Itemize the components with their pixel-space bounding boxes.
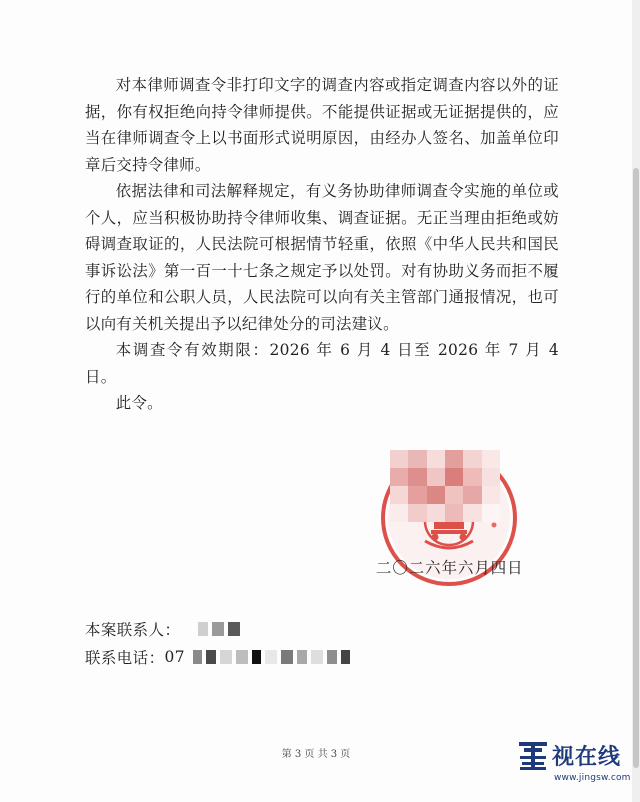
watermark-url: www.jingsw.com <box>554 773 631 783</box>
paragraph-validity-period: 本调查令有效期限：2026 年 6 月 4 日至 2026 年 7 月 4 日。 <box>85 341 559 386</box>
contact-phone-redaction <box>193 650 354 664</box>
contact-person-row <box>85 618 244 640</box>
seal-redaction-mosaic <box>390 450 500 522</box>
contact-person-label: 本案联系人： <box>85 621 181 639</box>
contact-person-redaction <box>198 622 244 636</box>
paragraph-evidence-refusal: 对本律师调查令非打印文字的调查内容或指定调查内容以外的证据，你有权拒绝向持令律师提供。不能提供证据或无证据提供的，应当在律师调查令上以书面形式说明原因，由经办人签名、加盖单位印章后交持令律师。 <box>85 76 559 174</box>
watermark-logo-icon <box>516 738 550 772</box>
site-watermark <box>516 738 634 790</box>
scrollbar-thumb[interactable] <box>633 168 639 768</box>
contact-phone-row <box>85 646 354 668</box>
contact-phone-visible: 07 <box>164 648 186 666</box>
page-footer: 第 3 页 共 3 页 <box>281 749 351 760</box>
paragraph-legal-basis: 依据法律和司法解释规定，有义务协助律师调查令实施的单位或个人，应当积极协助持令律师收集、调查证据。无正当理由拒绝或妨碍调查取证的，人民法院可根据情节轻重，依照《中华人民共和国民事诉讼法》第一百一十七条之规定予以处罚。对有协助义务而拒不履行的单位和公职人员，人民法院可以向有关主管部门通报情况，也可以向有关机关提出予以纪律处分的司法建议。 <box>85 182 559 333</box>
watermark-name: 视在线 <box>552 744 622 770</box>
scrollbar[interactable] <box>632 0 640 802</box>
contact-phone-label: 联系电话： <box>85 649 165 667</box>
document-body <box>85 72 559 417</box>
document-date: 二〇二六年六月四日 <box>376 559 524 577</box>
paragraph-order-closing: 此令。 <box>115 394 163 412</box>
